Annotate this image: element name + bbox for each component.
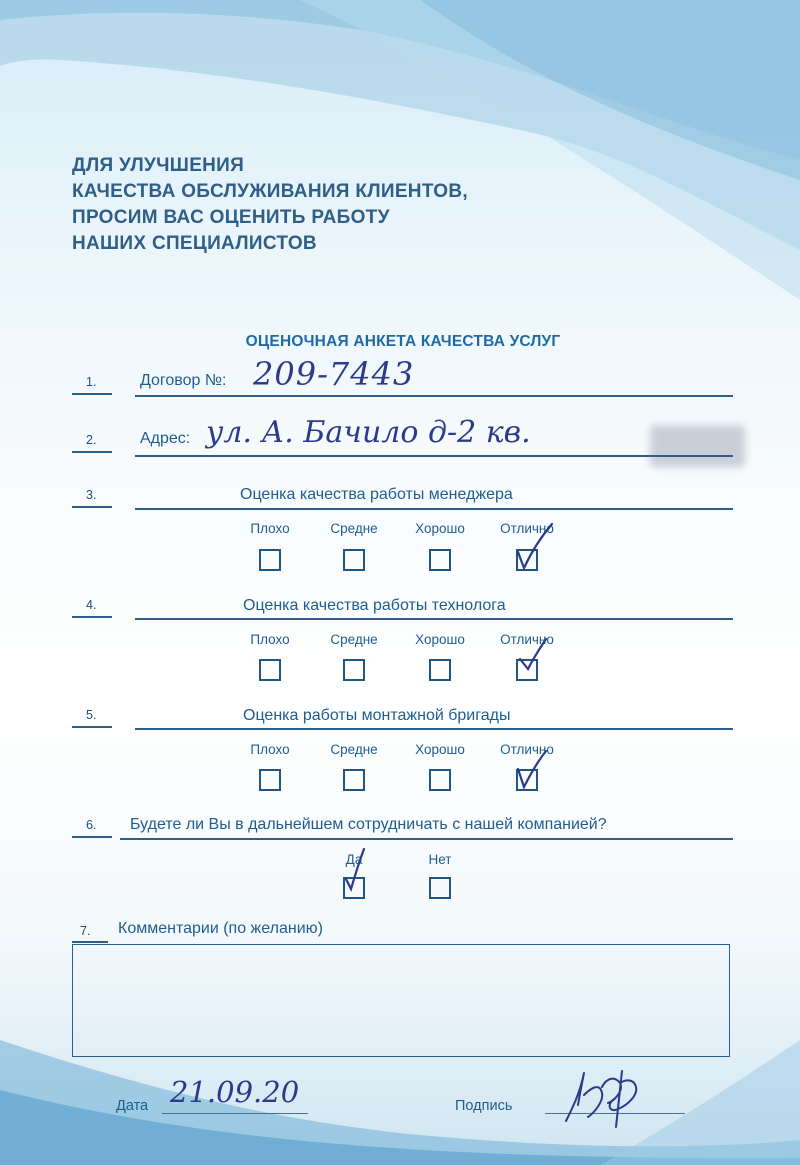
question-underline xyxy=(120,838,733,840)
option-label: Отлично xyxy=(500,521,554,536)
option-label: Средне xyxy=(330,521,378,536)
comments-label: Комментарии (по желанию) xyxy=(118,920,323,937)
option-label: Хорошо xyxy=(415,521,465,536)
redacted-apartment-number xyxy=(650,425,745,467)
option-label: Средне xyxy=(330,632,378,647)
contract-number-field[interactable]: 209-7443 xyxy=(253,355,415,393)
option-label: Хорошо xyxy=(415,632,465,647)
address-field[interactable]: ул. А. Бачило д-2 кв. xyxy=(206,415,531,450)
signature-label: Подпись xyxy=(455,1098,513,1114)
number-underline xyxy=(72,726,112,728)
question-label: Будете ли Вы в дальнейшем сотрудничать с нашей компанией? xyxy=(130,816,607,833)
item-number: 1. xyxy=(86,375,97,389)
check-mark-icon xyxy=(510,520,560,575)
check-mark-icon xyxy=(338,845,378,895)
option-label: Плохо xyxy=(250,742,290,757)
header-text xyxy=(72,153,468,257)
address-label: Адрес: xyxy=(140,430,191,447)
number-underline xyxy=(72,451,112,453)
number-underline xyxy=(72,616,112,618)
address-underline xyxy=(135,455,733,457)
checkbox[interactable] xyxy=(259,769,281,791)
form-title: ОЦЕНОЧНАЯ АНКЕТА КАЧЕСТВА УСЛУГ xyxy=(245,333,561,350)
item-number: 3. xyxy=(86,488,97,502)
question-label: Оценка качества работы менеджера xyxy=(240,486,513,503)
option-label: Отлично xyxy=(500,742,554,757)
item-number: 4. xyxy=(86,598,97,612)
option-label: Плохо xyxy=(250,632,290,647)
header-line: НАШИХ СПЕЦИАЛИСТОВ xyxy=(72,233,317,254)
question-underline xyxy=(135,618,733,620)
contract-label: Договор №: xyxy=(140,372,227,389)
question-underline xyxy=(135,508,733,510)
checkbox[interactable] xyxy=(343,549,365,571)
checkbox[interactable] xyxy=(343,769,365,791)
option-label: Хорошо xyxy=(415,742,465,757)
option-label: Средне xyxy=(330,742,378,757)
date-underline xyxy=(162,1113,308,1114)
item-number: 5. xyxy=(86,708,97,722)
contract-underline xyxy=(135,395,733,397)
signature-image xyxy=(560,1065,670,1135)
checkbox[interactable] xyxy=(259,659,281,681)
header-line: ДЛЯ УЛУЧШЕНИЯ xyxy=(72,155,245,176)
checkbox[interactable] xyxy=(259,549,281,571)
item-number: 2. xyxy=(86,433,97,447)
question-underline xyxy=(135,728,733,730)
number-underline xyxy=(72,941,108,943)
question-label: Оценка качества работы технолога xyxy=(243,597,506,614)
date-label: Дата xyxy=(116,1098,149,1114)
check-mark-icon xyxy=(510,635,560,685)
header-line: КАЧЕСТВА ОБСЛУЖИВАНИЯ КЛИЕНТОВ, xyxy=(72,181,468,202)
item-number: 7. xyxy=(80,924,91,938)
checkbox[interactable] xyxy=(343,659,365,681)
option-label: Плохо xyxy=(250,521,290,536)
checkbox[interactable] xyxy=(429,659,451,681)
option-label: Нет xyxy=(428,852,452,867)
date-field[interactable]: 21.09.20 xyxy=(170,1075,300,1109)
option-label: Отлично xyxy=(500,632,554,647)
number-underline xyxy=(72,506,112,508)
number-underline xyxy=(72,393,112,395)
comments-textarea[interactable] xyxy=(72,944,730,1057)
checkbox[interactable] xyxy=(429,877,451,899)
item-number: 6. xyxy=(86,818,97,832)
option-label: Да xyxy=(345,852,363,867)
question-label: Оценка работы монтажной бригады xyxy=(243,707,511,724)
check-mark-icon xyxy=(510,745,560,795)
number-underline xyxy=(72,836,112,838)
checkbox[interactable] xyxy=(429,549,451,571)
checkbox[interactable] xyxy=(429,769,451,791)
header-line: ПРОСИМ ВАС ОЦЕНИТЬ РАБОТУ xyxy=(72,207,390,228)
